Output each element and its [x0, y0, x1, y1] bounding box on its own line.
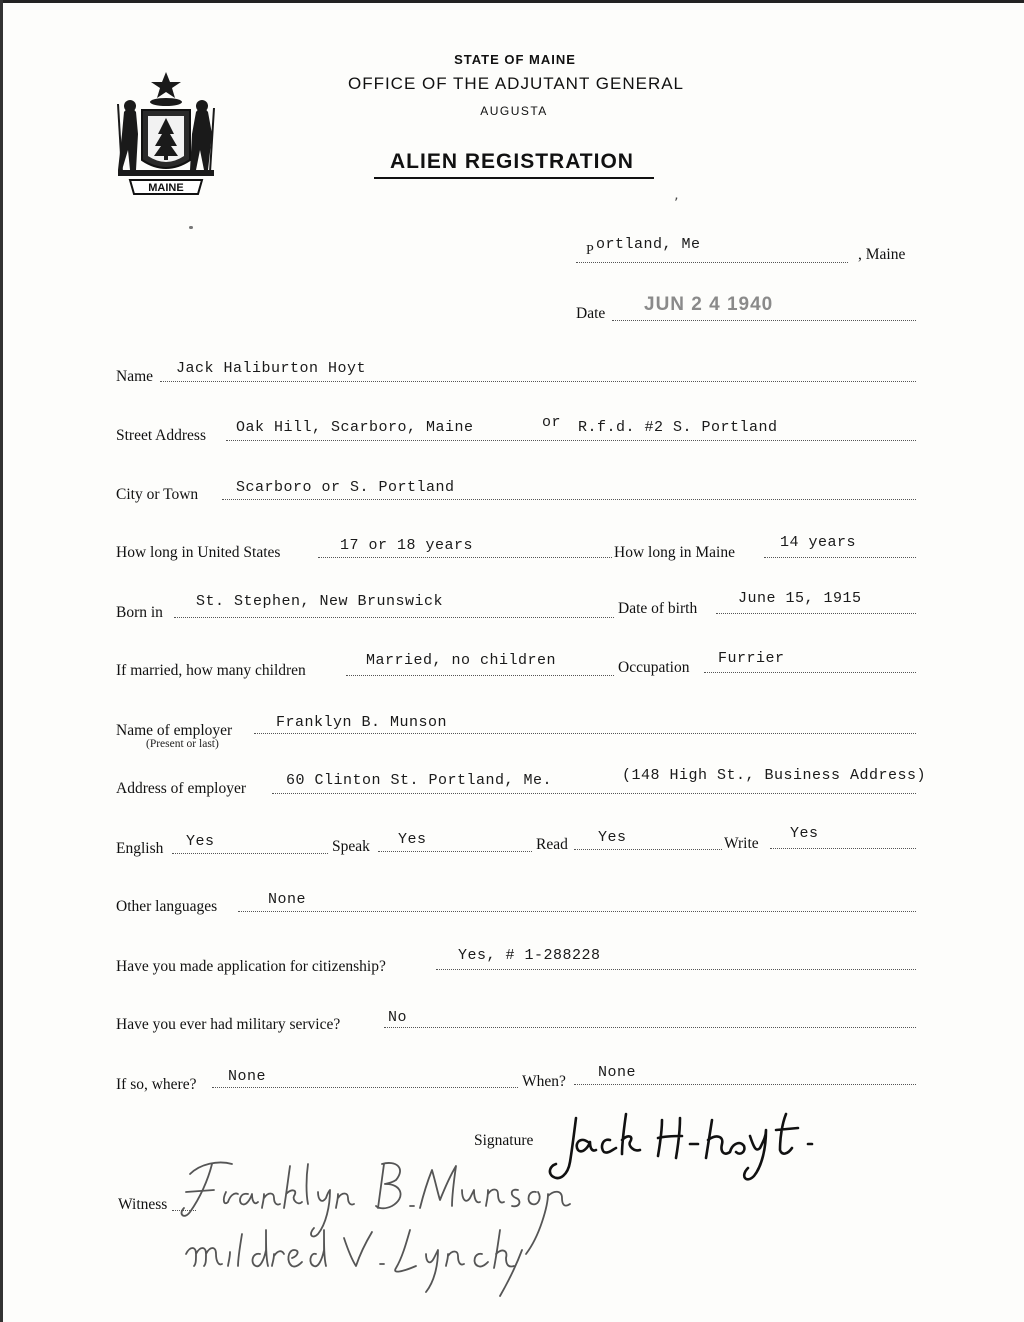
employer-leader — [254, 733, 916, 734]
how-long-maine-value: 14 years — [780, 534, 857, 551]
date-of-birth-value: June 15, 1915 — [738, 590, 862, 607]
military-leader — [384, 1027, 916, 1028]
other-languages-label: Other languages — [116, 898, 218, 915]
street-address-leader — [226, 440, 916, 441]
how-long-us-label: How long in United States — [116, 544, 281, 561]
english-leader — [172, 853, 328, 854]
name-leader — [160, 381, 916, 382]
children-value: Married, no children — [366, 652, 557, 669]
date-of-birth-label: Date of birth — [618, 600, 698, 617]
employer-address-label: Address of employer — [116, 780, 246, 797]
svg-text:MAINE: MAINE — [148, 182, 184, 194]
read-value: Yes — [598, 829, 627, 846]
name-value: Jack Haliburton Hoyt — [176, 360, 367, 377]
header-office: OFFICE OF THE ADJUTANT GENERAL — [347, 74, 685, 93]
employer-address-extra: (148 High St., Business Address) — [622, 767, 927, 784]
city-leader — [222, 499, 916, 500]
when-label: When? — [522, 1073, 566, 1090]
other-languages-value: None — [268, 891, 307, 908]
city-value: Scarboro or S. Portland — [236, 479, 455, 496]
stray-mark — [189, 226, 193, 229]
pencil-tick-mark: ’ — [674, 196, 679, 212]
where-leader — [212, 1087, 518, 1088]
name-label: Name — [116, 368, 154, 385]
read-label: Read — [536, 836, 568, 853]
born-in-value: St. Stephen, New Brunswick — [196, 593, 444, 610]
header-state: STATE OF MAINE — [454, 52, 576, 67]
signature-label: Signature — [474, 1132, 534, 1149]
maine-suffix: , Maine — [858, 246, 906, 263]
citizenship-leader — [436, 969, 916, 970]
how-long-us-value: 17 or 18 years — [340, 537, 474, 554]
write-label: Write — [724, 835, 759, 852]
children-label: If married, how many children — [116, 662, 306, 679]
military-value: No — [388, 1009, 408, 1026]
born-in-label: Born in — [116, 604, 163, 621]
employer-value: Franklyn B. Munson — [276, 714, 448, 731]
citizenship-label: Have you made application for citizenship? — [116, 958, 386, 975]
scan-edge-top — [0, 0, 1024, 3]
occupation-leader — [704, 672, 916, 673]
speak-value: Yes — [398, 831, 427, 848]
date-stamp: JUN 2 4 1940 — [644, 294, 774, 315]
english-value: Yes — [186, 833, 215, 850]
occupation-value: Furrier — [718, 650, 785, 667]
how-long-maine-leader — [764, 557, 916, 558]
date-label: Date — [576, 305, 606, 322]
date-of-birth-leader — [716, 613, 916, 614]
witness-label: Witness — [118, 1196, 168, 1213]
street-address-alt-value: R.f.d. #2 S. Portland — [578, 419, 778, 436]
write-leader — [770, 848, 916, 849]
title-underline — [374, 177, 654, 179]
date-leader — [612, 320, 916, 321]
place-leader — [576, 262, 848, 263]
street-address-label: Street Address — [116, 427, 206, 444]
employer-address-value: 60 Clinton St. Portland, Me. — [286, 772, 553, 789]
when-leader — [574, 1084, 916, 1085]
born-in-leader — [174, 617, 614, 618]
street-address-value: Oak Hill, Scarboro, Maine — [236, 419, 474, 436]
english-label: English — [116, 840, 164, 857]
employer-address-leader — [272, 793, 916, 794]
speak-leader — [378, 851, 532, 852]
occupation-label: Occupation — [618, 659, 690, 676]
place-value: ortland, Me — [596, 236, 701, 253]
how-long-us-leader — [318, 557, 612, 558]
city-label: City or Town — [116, 486, 199, 503]
where-label: If so, where? — [116, 1076, 197, 1093]
children-leader — [346, 675, 614, 676]
when-value: None — [598, 1064, 637, 1081]
read-leader — [574, 849, 722, 850]
military-label: Have you ever had military service? — [116, 1016, 341, 1033]
form-title: ALIEN REGISTRATION — [390, 150, 634, 173]
employer-label: Name of employer — [116, 722, 233, 739]
citizenship-value: Yes, # 1-288228 — [458, 947, 601, 964]
street-address-or: or — [542, 414, 562, 431]
employer-sublabel: (Present or last) — [146, 738, 219, 750]
how-long-maine-label: How long in Maine — [614, 544, 735, 561]
header-city: AUGUSTA — [480, 104, 548, 118]
scan-edge-left — [0, 0, 3, 1322]
handwritten-witness-signatures — [170, 1150, 590, 1300]
speak-label: Speak — [332, 838, 370, 855]
other-languages-leader — [238, 911, 916, 912]
where-value: None — [228, 1068, 267, 1085]
write-value: Yes — [790, 825, 819, 842]
place-prefix: P — [586, 243, 595, 258]
